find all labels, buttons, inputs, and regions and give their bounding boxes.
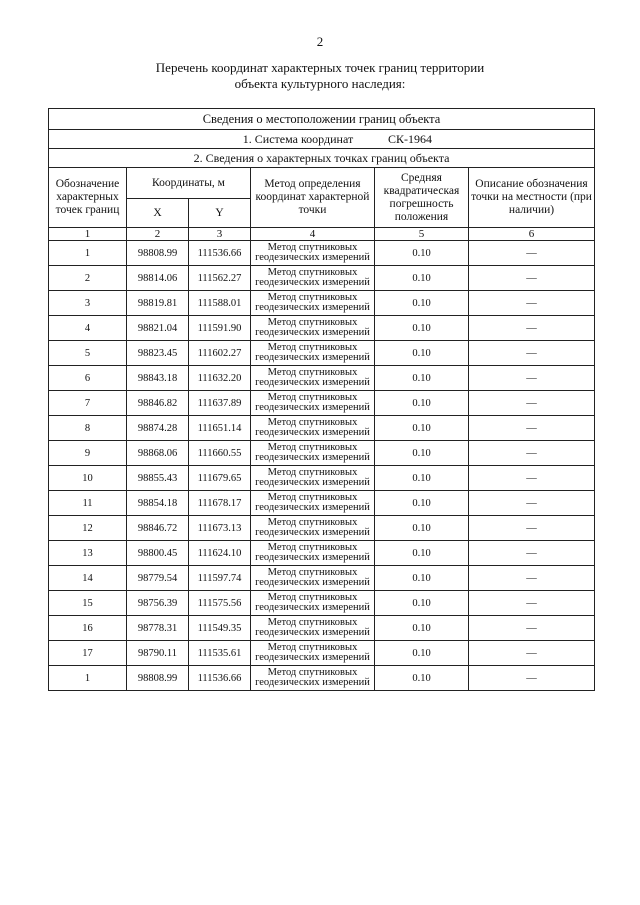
cell-y: 111624.10 — [189, 541, 251, 566]
header-coordinates: Координаты, м — [127, 168, 251, 199]
cell-x: 98855.43 — [127, 466, 189, 491]
column-numbers-row — [49, 228, 595, 241]
cell-description: — — [469, 241, 595, 266]
cell-point: 10 — [49, 466, 127, 491]
cell-y: 111679.65 — [189, 466, 251, 491]
cell-y: 111562.27 — [189, 266, 251, 291]
cell-method: Метод спутниковых геодезических измерений — [251, 566, 375, 591]
cell-method: Метод спутниковых геодезических измерений — [251, 291, 375, 316]
cell-y: 111660.55 — [189, 441, 251, 466]
cell-x: 98814.06 — [127, 266, 189, 291]
cell-point: 4 — [49, 316, 127, 341]
cell-error: 0.10 — [375, 266, 469, 291]
cell-point: 1 — [49, 241, 127, 266]
cell-description: — — [469, 341, 595, 366]
cell-x: 98800.45 — [127, 541, 189, 566]
page-number: 2 — [316, 34, 324, 49]
cell-x: 98808.99 — [127, 666, 189, 691]
table-row — [49, 441, 595, 466]
cell-y: 111597.74 — [189, 566, 251, 591]
table-row — [49, 416, 595, 441]
table-row — [49, 291, 595, 316]
header-description: Описание обозначения точки на местности (при наличии) — [469, 168, 595, 228]
cell-method: Метод спутниковых геодезических измерений — [251, 466, 375, 491]
cell-description: — — [469, 291, 595, 316]
cell-description: — — [469, 391, 595, 416]
points-title: 2. Сведения о характерных точках границ объекта — [49, 149, 595, 168]
cell-y: 111575.56 — [189, 591, 251, 616]
cell-error: 0.10 — [375, 241, 469, 266]
cell-description: — — [469, 316, 595, 341]
cell-method: Метод спутниковых геодезических измерений — [251, 266, 375, 291]
cell-error: 0.10 — [375, 341, 469, 366]
cell-point: 3 — [49, 291, 127, 316]
cell-y: 111536.66 — [189, 666, 251, 691]
cell-point: 11 — [49, 491, 127, 516]
section-title: Сведения о местоположении границ объекта — [49, 109, 595, 130]
cell-description: — — [469, 416, 595, 441]
cell-error: 0.10 — [375, 566, 469, 591]
title-line-1: Перечень координат характерных точек границ территории — [155, 60, 485, 75]
cell-point: 9 — [49, 441, 127, 466]
cell-description: — — [469, 566, 595, 591]
cell-point: 16 — [49, 616, 127, 641]
header-x: X — [127, 199, 189, 228]
cell-point: 5 — [49, 341, 127, 366]
column-number: 3 — [189, 228, 251, 241]
cell-description: — — [469, 616, 595, 641]
cell-description: — — [469, 516, 595, 541]
cell-error: 0.10 — [375, 591, 469, 616]
cell-method: Метод спутниковых геодезических измерений — [251, 616, 375, 641]
header-error: Средняя квадратическая погрешность положения — [375, 168, 469, 228]
column-number: 5 — [375, 228, 469, 241]
cell-point: 1 — [49, 666, 127, 691]
cell-description: — — [469, 541, 595, 566]
cell-x: 98823.45 — [127, 341, 189, 366]
cell-method: Метод спутниковых геодезических измерений — [251, 316, 375, 341]
coord-system-row — [49, 130, 595, 149]
table-row — [49, 516, 595, 541]
title-line-2: объекта культурного наследия: — [234, 76, 406, 91]
cell-error: 0.10 — [375, 416, 469, 441]
cell-error: 0.10 — [375, 541, 469, 566]
cell-error: 0.10 — [375, 641, 469, 666]
table-row — [49, 616, 595, 641]
cell-description: — — [469, 491, 595, 516]
cell-y: 111549.35 — [189, 616, 251, 641]
cell-y: 111588.01 — [189, 291, 251, 316]
column-number: 1 — [49, 228, 127, 241]
cell-error: 0.10 — [375, 316, 469, 341]
table-row — [49, 491, 595, 516]
cell-error: 0.10 — [375, 466, 469, 491]
cell-error: 0.10 — [375, 291, 469, 316]
cell-error: 0.10 — [375, 666, 469, 691]
cell-error: 0.10 — [375, 391, 469, 416]
table-row — [49, 466, 595, 491]
cell-error: 0.10 — [375, 491, 469, 516]
cell-method: Метод спутниковых геодезических измерений — [251, 666, 375, 691]
table-row — [49, 641, 595, 666]
cell-x: 98778.31 — [127, 616, 189, 641]
cell-error: 0.10 — [375, 366, 469, 391]
table-row — [49, 316, 595, 341]
cell-description: — — [469, 641, 595, 666]
cell-y: 111651.14 — [189, 416, 251, 441]
header-y: Y — [189, 199, 251, 228]
cell-method: Метод спутниковых геодезических измерений — [251, 416, 375, 441]
coord-system-label: 1. Система координат — [242, 131, 354, 146]
cell-description: — — [469, 366, 595, 391]
cell-x: 98779.54 — [127, 566, 189, 591]
cell-description: — — [469, 666, 595, 691]
cell-point: 14 — [49, 566, 127, 591]
cell-method: Метод спутниковых геодезических измерений — [251, 391, 375, 416]
cell-point: 7 — [49, 391, 127, 416]
coord-system-value: СК-1964 — [388, 131, 433, 146]
table-row — [49, 341, 595, 366]
table-row — [49, 591, 595, 616]
cell-y: 111678.17 — [189, 491, 251, 516]
cell-error: 0.10 — [375, 441, 469, 466]
table-row — [49, 391, 595, 416]
cell-x: 98874.28 — [127, 416, 189, 441]
document-title — [0, 60, 640, 92]
cell-description: — — [469, 441, 595, 466]
table-row — [49, 366, 595, 391]
cell-point: 17 — [49, 641, 127, 666]
cell-x: 98819.81 — [127, 291, 189, 316]
table-row — [49, 241, 595, 266]
cell-point: 8 — [49, 416, 127, 441]
cell-point: 2 — [49, 266, 127, 291]
cell-y: 111632.20 — [189, 366, 251, 391]
cell-x: 98868.06 — [127, 441, 189, 466]
header-method: Метод определения координат характерной точки — [251, 168, 375, 228]
cell-x: 98808.99 — [127, 241, 189, 266]
column-number: 6 — [469, 228, 595, 241]
cell-error: 0.10 — [375, 516, 469, 541]
cell-method: Метод спутниковых геодезических измерений — [251, 516, 375, 541]
cell-x: 98756.39 — [127, 591, 189, 616]
header-designation: Обозначение характерных точек границ — [49, 168, 127, 228]
cell-point: 15 — [49, 591, 127, 616]
cell-method: Метод спутниковых геодезических измерений — [251, 441, 375, 466]
column-number: 2 — [127, 228, 189, 241]
cell-method: Метод спутниковых геодезических измерений — [251, 641, 375, 666]
cell-method: Метод спутниковых геодезических измерений — [251, 341, 375, 366]
cell-x: 98843.18 — [127, 366, 189, 391]
cell-description: — — [469, 466, 595, 491]
cell-point: 6 — [49, 366, 127, 391]
table-row — [49, 266, 595, 291]
cell-y: 111535.61 — [189, 641, 251, 666]
table-row — [49, 566, 595, 591]
cell-method: Метод спутниковых геодезических измерений — [251, 491, 375, 516]
cell-point: 12 — [49, 516, 127, 541]
cell-y: 111602.27 — [189, 341, 251, 366]
cell-x: 98821.04 — [127, 316, 189, 341]
cell-description: — — [469, 591, 595, 616]
table-row — [49, 541, 595, 566]
column-number: 4 — [251, 228, 375, 241]
cell-x: 98854.18 — [127, 491, 189, 516]
cell-y: 111673.13 — [189, 516, 251, 541]
cell-x: 98790.11 — [127, 641, 189, 666]
cell-method: Метод спутниковых геодезических измерений — [251, 241, 375, 266]
cell-y: 111536.66 — [189, 241, 251, 266]
cell-x: 98846.82 — [127, 391, 189, 416]
cell-y: 111591.90 — [189, 316, 251, 341]
cell-method: Метод спутниковых геодезических измерений — [251, 591, 375, 616]
coordinates-table — [48, 108, 595, 691]
cell-error: 0.10 — [375, 616, 469, 641]
cell-method: Метод спутниковых геодезических измерений — [251, 541, 375, 566]
cell-description: — — [469, 266, 595, 291]
cell-x: 98846.72 — [127, 516, 189, 541]
cell-y: 111637.89 — [189, 391, 251, 416]
cell-point: 13 — [49, 541, 127, 566]
table-row — [49, 666, 595, 691]
cell-method: Метод спутниковых геодезических измерений — [251, 366, 375, 391]
